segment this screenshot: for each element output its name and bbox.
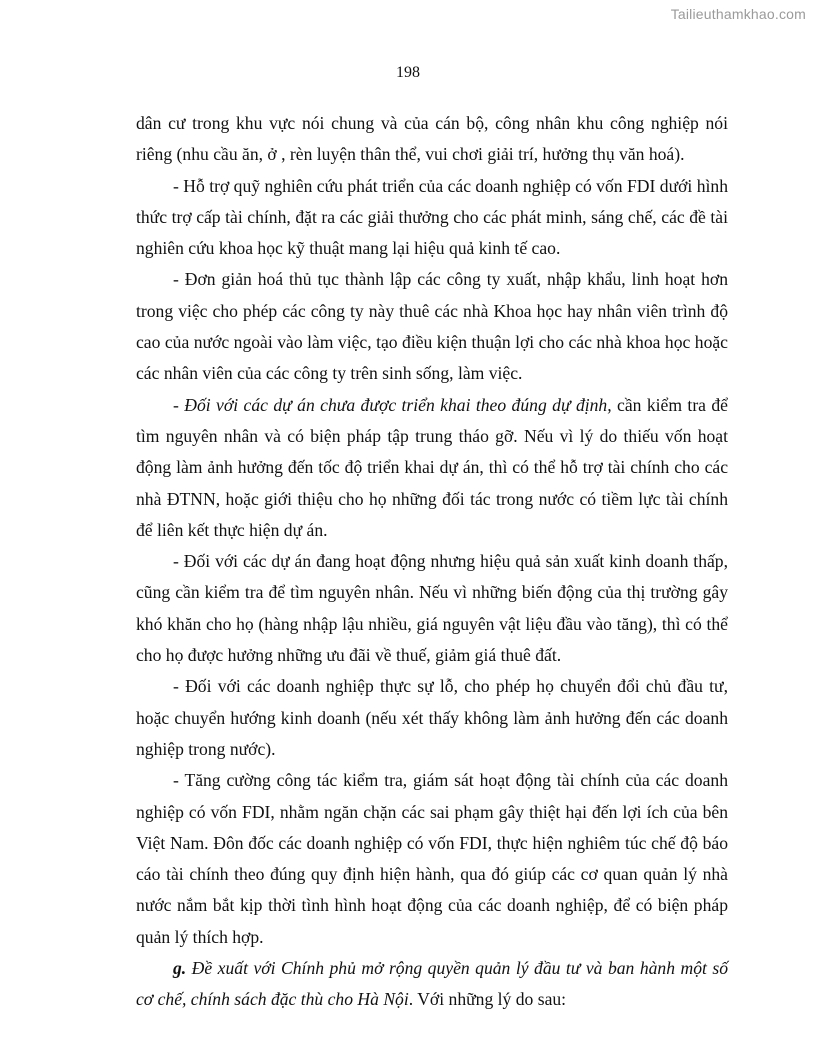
watermark: Tailieuthamkhao.com: [670, 6, 806, 22]
paragraph-8-text: . Với những lý do sau:: [408, 989, 567, 1010]
page-number: 198: [396, 64, 420, 81]
paragraph-5: - Đối với các dự án đang hoạt động nhưng hiệu quả sản xuất kinh doanh thấp, cũng cần kiểm tra để tìm nguyên nhân. Nếu vì những biến động của thị trường gây khó khăn cho họ (hàng nhập lậu nhiều, giá nguyên vật liệu đầu vào tăng), thì có thể cho họ được hưởng những ưu đãi về thuế, giảm giá thuê đất.: [136, 551, 728, 666]
paragraph-7: - Tăng cường công tác kiểm tra, giám sát hoạt động tài chính của các doanh nghiệp có vốn FDI, nhằm ngăn chặn các sai phạm gây thiệt hại đến lợi ích của bên Việt Nam. Đôn đốc các doanh nghiệp có vốn FDI, thực hiện nghiêm túc chế độ báo cáo tài chính theo đúng quy định hiện hành, qua đó giúp các cơ quan quản lý nhà nước nắm bắt kịp thời tình hình hoạt động của các doanh nghiệp, để có biện pháp quản lý thích hợp.: [136, 770, 728, 947]
paragraph-8: [136, 953, 728, 1016]
paragraph-2: - Hỗ trợ quỹ nghiên cứu phát triển của các doanh nghiệp có vốn FDI dưới hình thức trợ cấp tài chính, đặt ra các giải thưởng cho các phát minh, sáng chế, các đề tài nghiên cứu khoa học kỹ thuật mang lại hiệu quả kinh tế cao.: [136, 175, 728, 259]
paragraph-1: dân cư trong khu vực nói chung và của cán bộ, công nhân khu công nghiệp nói riêng (nhu cầu ăn, ở , rèn luyện thân thể, vui chơi giải trí, hưởng thụ văn hoá).: [136, 113, 728, 165]
section-label: g.: [173, 958, 187, 979]
paragraph-4: [136, 390, 728, 546]
section-heading: Đề xuất với Chính phủ mở rộng quyền quản lý đầu tư và ban hành một số cơ chế, chính sách đặc thù cho Hà Nội: [136, 958, 728, 1010]
paragraph-4-italic-lead: - Đối với các dự án chưa được triển khai theo đúng dự định,: [173, 394, 612, 415]
paragraph-6: - Đối với các doanh nghiệp thực sự lỗ, cho phép họ chuyển đổi chủ đầu tư, hoặc chuyển hướng kinh doanh (nếu xét thấy không làm ảnh hưởng đến các doanh nghiệp trong nước).: [136, 676, 728, 759]
paragraph-3: - Đơn giản hoá thủ tục thành lập các công ty xuất, nhập khẩu, linh hoạt hơn trong việc cho phép các công ty này thuê các nhà Khoa học hay nhân viên trình độ cao của nước ngoài vào làm việc, tạo điều kiện thuận lợi cho các nhà khoa học hoặc các nhân viên của các công ty trên sinh sống, làm việc.: [136, 269, 728, 384]
document-body: [136, 108, 728, 1016]
paragraph-4-text: cần kiểm tra để tìm nguyên nhân và có biện pháp tập trung tháo gỡ. Nếu vì lý do thiếu vốn hoạt động làm ảnh hưởng đến tốc độ triển khai dự án, thì có thể hỗ trợ tài chính cho các nhà ĐTNN, hoặc giới thiệu cho họ những đối tác trong nước có tiềm lực tài chính để liên kết thực hiện dự án.: [136, 394, 728, 540]
